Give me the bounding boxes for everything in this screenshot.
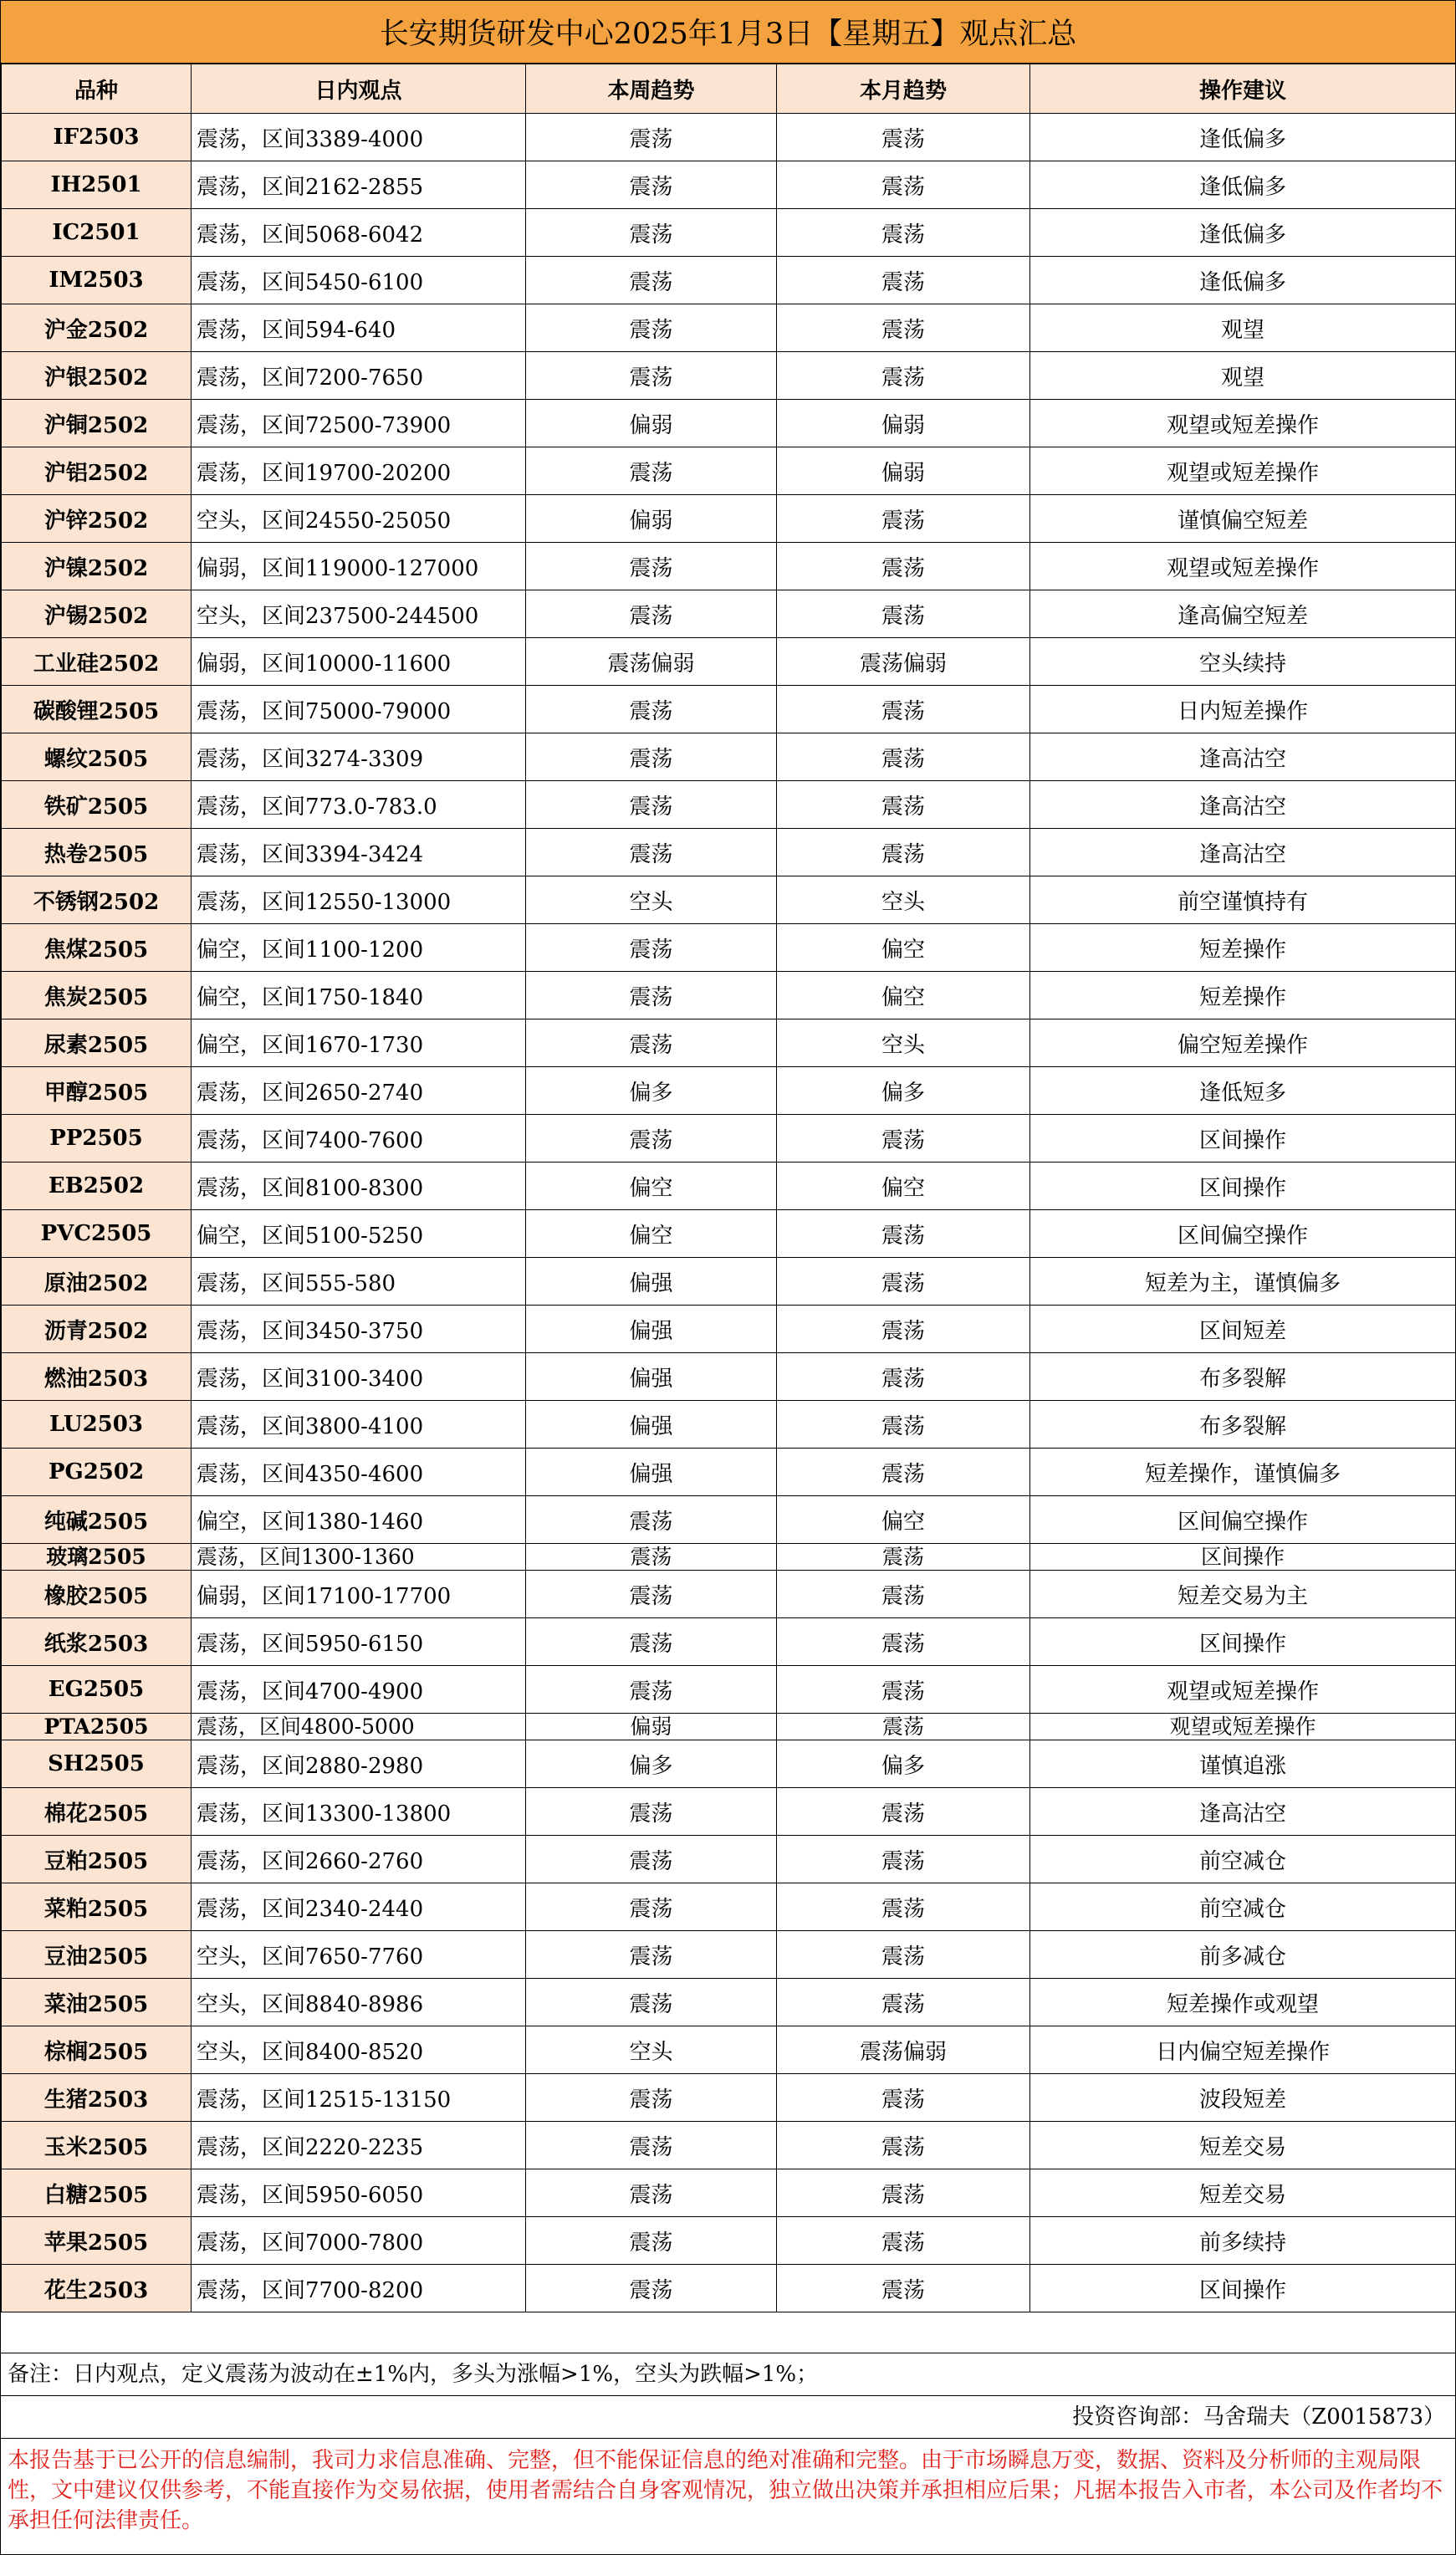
advice-cell: 逢低偏多 — [1030, 161, 1456, 209]
advice-cell: 偏空短差操作 — [1030, 1019, 1456, 1067]
intraday-view-cell: 震荡，区间5068-6042 — [192, 209, 526, 257]
week-trend-cell: 震荡 — [526, 1544, 777, 1571]
advice-cell: 观望或短差操作 — [1030, 447, 1456, 495]
intraday-view-cell: 偏空，区间1670-1730 — [192, 1019, 526, 1067]
table-row — [2, 1931, 1456, 1979]
variety-cell: 沪银2502 — [2, 352, 192, 400]
variety-cell: 螺纹2505 — [2, 733, 192, 781]
advice-cell: 区间短差 — [1030, 1306, 1456, 1353]
intraday-view-cell: 震荡，区间75000-79000 — [192, 686, 526, 733]
variety-cell: IH2501 — [2, 161, 192, 209]
table-row — [2, 1353, 1456, 1401]
advice-cell: 逢高沽空 — [1030, 733, 1456, 781]
table-row — [2, 2265, 1456, 2312]
month-trend-cell: 震荡 — [777, 1979, 1030, 2026]
week-trend-cell: 偏强 — [526, 1401, 777, 1449]
header-week-trend: 本周趋势 — [526, 64, 777, 114]
week-trend-cell: 偏多 — [526, 1740, 777, 1788]
advice-cell: 逢低偏多 — [1030, 257, 1456, 304]
variety-cell: 棕榈2505 — [2, 2026, 192, 2074]
intraday-view-cell: 震荡，区间3100-3400 — [192, 1353, 526, 1401]
week-trend-cell: 偏强 — [526, 1306, 777, 1353]
variety-cell: PVC2505 — [2, 1210, 192, 1258]
month-trend-cell: 震荡 — [777, 209, 1030, 257]
table-row — [2, 972, 1456, 1019]
week-trend-cell: 偏弱 — [526, 1714, 777, 1740]
table-row — [2, 590, 1456, 638]
table-row — [2, 1788, 1456, 1836]
variety-cell: PTA2505 — [2, 1714, 192, 1740]
advice-cell: 布多裂解 — [1030, 1353, 1456, 1401]
variety-cell: 燃油2503 — [2, 1353, 192, 1401]
variety-cell: EB2502 — [2, 1163, 192, 1210]
month-trend-cell: 震荡 — [777, 495, 1030, 543]
week-trend-cell: 震荡 — [526, 733, 777, 781]
advice-cell: 前多减仓 — [1030, 1931, 1456, 1979]
intraday-view-cell: 震荡，区间2162-2855 — [192, 161, 526, 209]
month-trend-cell: 震荡 — [777, 733, 1030, 781]
variety-cell: 豆粕2505 — [2, 1836, 192, 1883]
month-trend-cell: 震荡 — [777, 590, 1030, 638]
month-trend-cell: 震荡 — [777, 1618, 1030, 1666]
month-trend-cell: 震荡 — [777, 1306, 1030, 1353]
variety-cell: 沪镍2502 — [2, 543, 192, 590]
table-row — [2, 924, 1456, 972]
intraday-view-cell: 震荡，区间1300-1360 — [192, 1544, 526, 1571]
week-trend-cell: 偏弱 — [526, 400, 777, 447]
advice-cell: 空头续持 — [1030, 638, 1456, 686]
week-trend-cell: 震荡 — [526, 1883, 777, 1931]
week-trend-cell: 震荡 — [526, 1931, 777, 1979]
intraday-view-cell: 空头，区间24550-25050 — [192, 495, 526, 543]
advice-cell: 区间操作 — [1030, 1163, 1456, 1210]
intraday-view-cell: 震荡，区间13300-13800 — [192, 1788, 526, 1836]
advice-cell: 观望或短差操作 — [1030, 543, 1456, 590]
month-trend-cell: 震荡 — [777, 2074, 1030, 2122]
advice-cell: 短差操作或观望 — [1030, 1979, 1456, 2026]
table-row — [2, 1666, 1456, 1714]
intraday-view-cell: 震荡，区间3450-3750 — [192, 1306, 526, 1353]
advice-cell: 区间操作 — [1030, 1115, 1456, 1163]
variety-cell: 棉花2505 — [2, 1788, 192, 1836]
variety-cell: 碳酸锂2505 — [2, 686, 192, 733]
variety-cell: 橡胶2505 — [2, 1571, 192, 1618]
intraday-view-cell: 偏空，区间1100-1200 — [192, 924, 526, 972]
week-trend-cell: 震荡 — [526, 2122, 777, 2169]
variety-cell: IF2503 — [2, 114, 192, 161]
variety-cell: 沥青2502 — [2, 1306, 192, 1353]
week-trend-cell: 震荡 — [526, 209, 777, 257]
variety-cell: 原油2502 — [2, 1258, 192, 1306]
advice-cell: 短差操作，谨慎偏多 — [1030, 1449, 1456, 1496]
week-trend-cell: 偏多 — [526, 1067, 777, 1115]
header-advice: 操作建议 — [1030, 64, 1456, 114]
advice-cell: 观望 — [1030, 352, 1456, 400]
week-trend-cell: 震荡 — [526, 1979, 777, 2026]
table-row — [2, 447, 1456, 495]
variety-cell: 热卷2505 — [2, 829, 192, 876]
week-trend-cell: 震荡 — [526, 352, 777, 400]
week-trend-cell: 震荡 — [526, 924, 777, 972]
advice-cell: 逢低短多 — [1030, 1067, 1456, 1115]
advice-cell: 短差交易 — [1030, 2169, 1456, 2217]
table-row — [2, 1210, 1456, 1258]
intraday-view-cell: 震荡，区间2220-2235 — [192, 2122, 526, 2169]
variety-cell: LU2503 — [2, 1401, 192, 1449]
advice-cell: 短差操作 — [1030, 972, 1456, 1019]
intraday-view-cell: 震荡，区间4350-4600 — [192, 1449, 526, 1496]
week-trend-cell: 偏弱 — [526, 495, 777, 543]
month-trend-cell: 震荡 — [777, 686, 1030, 733]
intraday-view-cell: 空头，区间7650-7760 — [192, 1931, 526, 1979]
advice-cell: 区间操作 — [1030, 1618, 1456, 1666]
variety-cell: 沪金2502 — [2, 304, 192, 352]
week-trend-cell: 震荡 — [526, 1836, 777, 1883]
month-trend-cell: 震荡 — [777, 1544, 1030, 1571]
month-trend-cell: 偏多 — [777, 1740, 1030, 1788]
variety-cell: 甲醇2505 — [2, 1067, 192, 1115]
month-trend-cell: 偏空 — [777, 924, 1030, 972]
advice-cell: 短差交易为主 — [1030, 1571, 1456, 1618]
variety-cell: 沪铝2502 — [2, 447, 192, 495]
disclaimer-text: 本报告基于已公开的信息编制，我司力求信息准确、完整，但不能保证信息的绝对准确和完整。由于市场瞬息万变，数据、资料及分析师的主观局限性，文中建议仅供参考，不能直接作为交易依据，使用者需结合自身客观情况，独立做出决策并承担相应后果；凡据本报告入市者，本公司及作者均不承担任何法律责任。 — [1, 2438, 1455, 2554]
intraday-view-cell: 震荡，区间3394-3424 — [192, 829, 526, 876]
table-row — [2, 1740, 1456, 1788]
header-variety: 品种 — [2, 64, 192, 114]
month-trend-cell: 震荡 — [777, 1353, 1030, 1401]
month-trend-cell: 震荡 — [777, 1258, 1030, 1306]
month-trend-cell: 震荡 — [777, 2265, 1030, 2312]
week-trend-cell: 震荡 — [526, 1666, 777, 1714]
variety-cell: 纯碱2505 — [2, 1496, 192, 1544]
table-row — [2, 1571, 1456, 1618]
month-trend-cell: 震荡 — [777, 829, 1030, 876]
intraday-view-cell: 偏空，区间1380-1460 — [192, 1496, 526, 1544]
advice-cell: 区间操作 — [1030, 1544, 1456, 1571]
intraday-view-cell: 震荡，区间7200-7650 — [192, 352, 526, 400]
variety-cell: PG2502 — [2, 1449, 192, 1496]
table-row — [2, 1163, 1456, 1210]
variety-cell: 玻璃2505 — [2, 1544, 192, 1571]
variety-cell: 菜粕2505 — [2, 1883, 192, 1931]
table-row — [2, 304, 1456, 352]
week-trend-cell: 震荡 — [526, 161, 777, 209]
variety-cell: 焦煤2505 — [2, 924, 192, 972]
month-trend-cell: 偏空 — [777, 1496, 1030, 1544]
month-trend-cell: 震荡 — [777, 543, 1030, 590]
table-row — [2, 1496, 1456, 1544]
table-row — [2, 638, 1456, 686]
intraday-view-cell: 震荡，区间2660-2760 — [192, 1836, 526, 1883]
intraday-view-cell: 空头，区间8840-8986 — [192, 1979, 526, 2026]
table-row — [2, 1979, 1456, 2026]
month-trend-cell: 偏多 — [777, 1067, 1030, 1115]
intraday-view-cell: 震荡，区间5950-6050 — [192, 2169, 526, 2217]
advice-cell: 日内短差操作 — [1030, 686, 1456, 733]
table-row — [2, 209, 1456, 257]
month-trend-cell: 震荡 — [777, 1836, 1030, 1883]
week-trend-cell: 震荡 — [526, 590, 777, 638]
month-trend-cell: 震荡偏弱 — [777, 2026, 1030, 2074]
header-intraday: 日内观点 — [192, 64, 526, 114]
advice-cell: 波段短差 — [1030, 2074, 1456, 2122]
table-row — [2, 114, 1456, 161]
intraday-view-cell: 震荡，区间3274-3309 — [192, 733, 526, 781]
month-trend-cell: 震荡 — [777, 1210, 1030, 1258]
intraday-view-cell: 偏弱，区间119000-127000 — [192, 543, 526, 590]
week-trend-cell: 偏强 — [526, 1449, 777, 1496]
intraday-view-cell: 偏弱，区间17100-17700 — [192, 1571, 526, 1618]
advice-cell: 观望或短差操作 — [1030, 1714, 1456, 1740]
intraday-view-cell: 偏空，区间5100-5250 — [192, 1210, 526, 1258]
advice-cell: 逢高偏空短差 — [1030, 590, 1456, 638]
month-trend-cell: 震荡 — [777, 1666, 1030, 1714]
intraday-view-cell: 震荡，区间5450-6100 — [192, 257, 526, 304]
week-trend-cell: 震荡偏弱 — [526, 638, 777, 686]
month-trend-cell: 偏弱 — [777, 447, 1030, 495]
intraday-view-cell: 震荡，区间2650-2740 — [192, 1067, 526, 1115]
variety-cell: 沪锌2502 — [2, 495, 192, 543]
advice-cell: 布多裂解 — [1030, 1401, 1456, 1449]
month-trend-cell: 偏空 — [777, 1163, 1030, 1210]
table-row — [2, 1306, 1456, 1353]
month-trend-cell: 震荡 — [777, 2217, 1030, 2265]
intraday-view-cell: 偏空，区间1750-1840 — [192, 972, 526, 1019]
month-trend-cell: 震荡 — [777, 257, 1030, 304]
intraday-view-cell: 震荡，区间5950-6150 — [192, 1618, 526, 1666]
variety-cell: 生猪2503 — [2, 2074, 192, 2122]
variety-cell: PP2505 — [2, 1115, 192, 1163]
month-trend-cell: 震荡 — [777, 2169, 1030, 2217]
table-row — [2, 1714, 1456, 1740]
week-trend-cell: 震荡 — [526, 543, 777, 590]
table-row — [2, 733, 1456, 781]
month-trend-cell: 震荡 — [777, 114, 1030, 161]
month-trend-cell: 偏弱 — [777, 400, 1030, 447]
intraday-view-cell: 震荡，区间72500-73900 — [192, 400, 526, 447]
table-row — [2, 1258, 1456, 1306]
month-trend-cell: 震荡 — [777, 1931, 1030, 1979]
week-trend-cell: 震荡 — [526, 257, 777, 304]
month-trend-cell: 震荡 — [777, 1883, 1030, 1931]
page-title: 长安期货研发中心2025年1月3日【星期五】观点汇总 — [1, 1, 1455, 64]
intraday-view-cell: 空头，区间8400-8520 — [192, 2026, 526, 2074]
advice-cell: 逢高沽空 — [1030, 1788, 1456, 1836]
intraday-view-cell: 震荡，区间7700-8200 — [192, 2265, 526, 2312]
table-row — [2, 1836, 1456, 1883]
week-trend-cell: 震荡 — [526, 304, 777, 352]
week-trend-cell: 震荡 — [526, 1115, 777, 1163]
table-row — [2, 161, 1456, 209]
week-trend-cell: 震荡 — [526, 781, 777, 829]
month-trend-cell: 震荡 — [777, 1714, 1030, 1740]
week-trend-cell: 震荡 — [526, 2217, 777, 2265]
variety-cell: IC2501 — [2, 209, 192, 257]
variety-cell: 焦炭2505 — [2, 972, 192, 1019]
week-trend-cell: 震荡 — [526, 1496, 777, 1544]
variety-cell: 豆油2505 — [2, 1931, 192, 1979]
table-row — [2, 1449, 1456, 1496]
month-trend-cell: 震荡 — [777, 1115, 1030, 1163]
table-row — [2, 2074, 1456, 2122]
intraday-view-cell: 震荡，区间3389-4000 — [192, 114, 526, 161]
week-trend-cell: 空头 — [526, 2026, 777, 2074]
week-trend-cell: 震荡 — [526, 114, 777, 161]
advice-cell: 前多续持 — [1030, 2217, 1456, 2265]
month-trend-cell: 震荡 — [777, 1401, 1030, 1449]
advice-cell: 谨慎追涨 — [1030, 1740, 1456, 1788]
table-row — [2, 876, 1456, 924]
table-row — [2, 400, 1456, 447]
month-trend-cell: 震荡 — [777, 1449, 1030, 1496]
table-row — [2, 1618, 1456, 1666]
month-trend-cell: 偏空 — [777, 972, 1030, 1019]
header-month-trend: 本月趋势 — [777, 64, 1030, 114]
table-row — [2, 2169, 1456, 2217]
variety-cell: 菜油2505 — [2, 1979, 192, 2026]
variety-cell: 沪铜2502 — [2, 400, 192, 447]
week-trend-cell: 震荡 — [526, 2074, 777, 2122]
table-row — [2, 1019, 1456, 1067]
variety-cell: 工业硅2502 — [2, 638, 192, 686]
table-row — [2, 1115, 1456, 1163]
views-table — [1, 64, 1456, 2312]
variety-cell: 纸浆2503 — [2, 1618, 192, 1666]
week-trend-cell: 空头 — [526, 876, 777, 924]
month-trend-cell: 震荡 — [777, 781, 1030, 829]
week-trend-cell: 震荡 — [526, 686, 777, 733]
table-row — [2, 2217, 1456, 2265]
table-header-row — [2, 64, 1456, 114]
month-trend-cell: 空头 — [777, 1019, 1030, 1067]
intraday-view-cell: 震荡，区间8100-8300 — [192, 1163, 526, 1210]
intraday-view-cell: 震荡，区间4800-5000 — [192, 1714, 526, 1740]
advice-cell: 逢低偏多 — [1030, 209, 1456, 257]
table-row — [2, 495, 1456, 543]
month-trend-cell: 震荡 — [777, 161, 1030, 209]
table-row — [2, 257, 1456, 304]
intraday-view-cell: 震荡，区间555-580 — [192, 1258, 526, 1306]
month-trend-cell: 震荡偏弱 — [777, 638, 1030, 686]
remark-note: 备注：日内观点，定义震荡为波动在±1%内，多头为涨幅>1%，空头为跌幅>1%； — [1, 2353, 1455, 2394]
table-row — [2, 2026, 1456, 2074]
advice-cell: 短差操作 — [1030, 924, 1456, 972]
intraday-view-cell: 震荡，区间19700-20200 — [192, 447, 526, 495]
intraday-view-cell: 震荡，区间594-640 — [192, 304, 526, 352]
week-trend-cell: 震荡 — [526, 829, 777, 876]
month-trend-cell: 震荡 — [777, 1571, 1030, 1618]
advice-cell: 日内偏空短差操作 — [1030, 2026, 1456, 2074]
advice-cell: 前空减仓 — [1030, 1836, 1456, 1883]
intraday-view-cell: 震荡，区间2340-2440 — [192, 1883, 526, 1931]
table-row — [2, 1883, 1456, 1931]
month-trend-cell: 空头 — [777, 876, 1030, 924]
advice-cell: 谨慎偏空短差 — [1030, 495, 1456, 543]
week-trend-cell: 震荡 — [526, 1571, 777, 1618]
month-trend-cell: 震荡 — [777, 2122, 1030, 2169]
advice-cell: 短差交易 — [1030, 2122, 1456, 2169]
table-row — [2, 543, 1456, 590]
week-trend-cell: 震荡 — [526, 1788, 777, 1836]
week-trend-cell: 偏空 — [526, 1210, 777, 1258]
variety-cell: 沪锡2502 — [2, 590, 192, 638]
table-row — [2, 352, 1456, 400]
intraday-view-cell: 震荡，区间2880-2980 — [192, 1740, 526, 1788]
advice-cell: 观望或短差操作 — [1030, 1666, 1456, 1714]
variety-cell: IM2503 — [2, 257, 192, 304]
advice-cell: 逢高沽空 — [1030, 829, 1456, 876]
intraday-view-cell: 震荡，区间12550-13000 — [192, 876, 526, 924]
variety-cell: 苹果2505 — [2, 2217, 192, 2265]
intraday-view-cell: 震荡，区间7000-7800 — [192, 2217, 526, 2265]
variety-cell: 玉米2505 — [2, 2122, 192, 2169]
advice-cell: 逢低偏多 — [1030, 114, 1456, 161]
week-trend-cell: 震荡 — [526, 1618, 777, 1666]
table-row — [2, 1067, 1456, 1115]
advice-cell: 观望 — [1030, 304, 1456, 352]
table-row — [2, 1544, 1456, 1571]
month-trend-cell: 震荡 — [777, 304, 1030, 352]
contact-line: 投资咨询部：马舍瑞夫（Z0015873） — [1, 2395, 1455, 2437]
advice-cell: 区间偏空操作 — [1030, 1210, 1456, 1258]
variety-cell: 铁矿2505 — [2, 781, 192, 829]
variety-cell: EG2505 — [2, 1666, 192, 1714]
advice-cell: 区间偏空操作 — [1030, 1496, 1456, 1544]
table-row — [2, 2122, 1456, 2169]
intraday-view-cell: 震荡，区间3800-4100 — [192, 1401, 526, 1449]
intraday-view-cell: 震荡，区间7400-7600 — [192, 1115, 526, 1163]
variety-cell: 不锈钢2502 — [2, 876, 192, 924]
intraday-view-cell: 震荡，区间4700-4900 — [192, 1666, 526, 1714]
week-trend-cell: 偏强 — [526, 1353, 777, 1401]
table-body — [2, 114, 1456, 2312]
variety-cell: 花生2503 — [2, 2265, 192, 2312]
advice-cell: 短差为主，谨慎偏多 — [1030, 1258, 1456, 1306]
intraday-view-cell: 偏弱，区间10000-11600 — [192, 638, 526, 686]
variety-cell: 尿素2505 — [2, 1019, 192, 1067]
week-trend-cell: 震荡 — [526, 2265, 777, 2312]
advice-cell: 区间操作 — [1030, 2265, 1456, 2312]
week-trend-cell: 震荡 — [526, 1019, 777, 1067]
intraday-view-cell: 空头，区间237500-244500 — [192, 590, 526, 638]
advice-cell: 观望或短差操作 — [1030, 400, 1456, 447]
month-trend-cell: 震荡 — [777, 352, 1030, 400]
week-trend-cell: 震荡 — [526, 2169, 777, 2217]
intraday-view-cell: 震荡，区间12515-13150 — [192, 2074, 526, 2122]
variety-cell: 白糖2505 — [2, 2169, 192, 2217]
week-trend-cell: 偏强 — [526, 1258, 777, 1306]
month-trend-cell: 震荡 — [777, 1788, 1030, 1836]
table-row — [2, 829, 1456, 876]
table-row — [2, 686, 1456, 733]
advice-cell: 逢高沽空 — [1030, 781, 1456, 829]
advice-cell: 前空谨慎持有 — [1030, 876, 1456, 924]
advice-cell: 前空减仓 — [1030, 1883, 1456, 1931]
intraday-view-cell: 震荡，区间773.0-783.0 — [192, 781, 526, 829]
week-trend-cell: 偏空 — [526, 1163, 777, 1210]
week-trend-cell: 震荡 — [526, 447, 777, 495]
variety-cell: SH2505 — [2, 1740, 192, 1788]
table-row — [2, 781, 1456, 829]
week-trend-cell: 震荡 — [526, 972, 777, 1019]
table-row — [2, 1401, 1456, 1449]
